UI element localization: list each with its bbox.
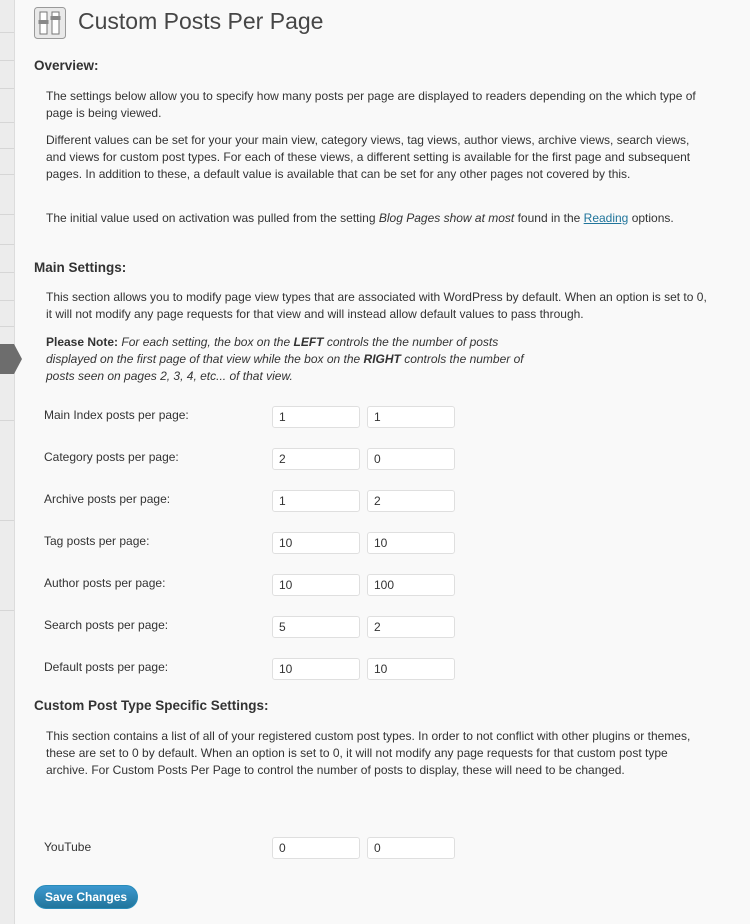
default-first-input[interactable]: 10 [272,658,360,680]
overview-paragraph-2: Different values can be set for your your main view, category views, tag views, author views, archive views, search views, and views for custom post types. For each of these views, a different setting is available for the first page and subsequent pages. In addition to these, a default value is available that can be set for any other pages not covered by this. [46,133,691,181]
main-index-label: Main Index posts per page: [44,408,189,422]
reading-link[interactable]: Reading [583,211,629,225]
tag-subsequent-input[interactable]: 10 [367,532,455,554]
category-label: Category posts per page: [44,450,179,464]
admin-menu-strip [0,0,15,924]
default-label: Default posts per page: [44,660,169,674]
main-index-first-input[interactable]: 1 [272,406,360,428]
main-index-subsequent-input[interactable]: 1 [367,406,455,428]
author-subsequent-input[interactable]: 100 [367,574,455,596]
author-label: Author posts per page: [44,576,166,590]
overview-paragraph-3: The initial value used on activation was pulled from the setting Blog Pages show at most found in the Reading options. [46,211,674,225]
archive-first-input[interactable]: 1 [272,490,360,512]
category-first-input[interactable]: 2 [272,448,360,470]
category-subsequent-input[interactable]: 0 [367,448,455,470]
tag-first-input[interactable]: 10 [272,532,360,554]
please-note: Please Note: For each setting, the box on the LEFT controls the the number of posts displayed on the first page of that view while the box on the RIGHT controls the number of posts seen on pages 2, 3, 4, etc... of that view. [46,335,524,383]
overview-paragraph-1: The settings below allow you to specify how many posts per page are displayed to readers depending on the which type of page is being viewed. [46,89,696,120]
archive-label: Archive posts per page: [44,492,171,506]
archive-subsequent-input[interactable]: 2 [367,490,455,512]
search-subsequent-input[interactable]: 2 [367,616,455,638]
default-subsequent-input[interactable]: 10 [367,658,455,680]
overview-heading: Overview: [34,58,99,73]
youtube-subsequent-input[interactable]: 0 [367,837,455,859]
page-title: Custom Posts Per Page [78,8,324,34]
custom-post-type-heading: Custom Post Type Specific Settings: [34,698,269,713]
author-first-input[interactable]: 10 [272,574,360,596]
main-settings-heading: Main Settings: [34,260,127,275]
settings-sliders-icon [34,7,66,39]
save-changes-button[interactable]: Save Changes [34,885,138,909]
youtube-first-input[interactable]: 0 [272,837,360,859]
search-first-input[interactable]: 5 [272,616,360,638]
tag-label: Tag posts per page: [44,534,150,548]
main-settings-description: This section allows you to modify page view types that are associated with WordPress by default. When an option is set to 0, it will not modify any page requests for that view and will instead allow default values to pass through. [46,290,707,321]
current-menu-arrow-icon [0,344,22,374]
youtube-label: YouTube [44,840,92,854]
custom-post-type-description: This section contains a list of all of your registered custom post types. In order to not conflict with other plugins or themes, these are set to 0 by default. When an option is set to 0, it will not modify any page requests for that custom post type archive. For Custom Posts Per Page to control the number of posts to display, these will need to be changed. [46,729,691,777]
search-label: Search posts per page: [44,618,169,632]
